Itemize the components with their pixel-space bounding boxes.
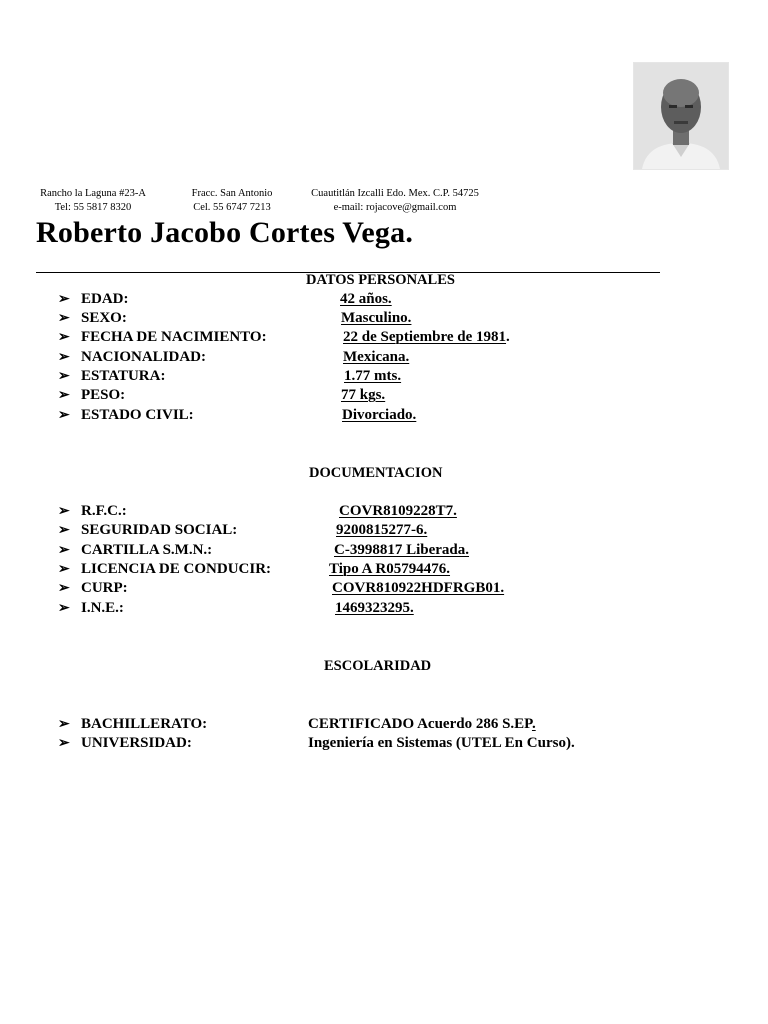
field-label: BACHILLERATO: <box>81 716 208 732</box>
field-value: 9200815277-6. <box>336 522 428 538</box>
field-label: CARTILLA S.M.N.: <box>81 542 213 558</box>
arrow-bullet-icon: ➢ <box>58 736 70 751</box>
arrow-bullet-icon: ➢ <box>58 581 70 596</box>
field-label: PESO: <box>81 387 126 403</box>
telephone: Tel: 55 5817 8320 <box>54 202 132 213</box>
field-label: R.F.C.: <box>81 503 127 519</box>
field-value: Tipo A R05794476. <box>329 561 451 577</box>
field-label: I.N.E.: <box>81 600 124 616</box>
field-label: FECHA DE NACIMIENTO: <box>81 329 267 345</box>
arrow-bullet-icon: ➢ <box>58 330 70 345</box>
field-label: SEGURIDAD SOCIAL: <box>81 522 238 538</box>
field-label: SEXO: <box>81 310 127 326</box>
field-value: 22 de Septiembre de 1981 <box>343 329 507 345</box>
field-value: Masculino. <box>341 310 412 326</box>
section-title-documents: DOCUMENTACION <box>309 465 443 481</box>
field-value: 1.77 mts. <box>344 368 402 384</box>
arrow-bullet-icon: ➢ <box>58 601 70 616</box>
field-value-suffix: . <box>506 329 510 345</box>
arrow-bullet-icon: ➢ <box>58 717 70 732</box>
address-col-3 <box>300 187 490 215</box>
field-value-group <box>343 328 510 347</box>
neighborhood: Fracc. San Antonio <box>191 188 273 199</box>
address-col-1 <box>34 187 152 215</box>
field-value: C-3998817 Liberada. <box>334 542 469 558</box>
field-value: CERTIFICADO Acuerdo 286 S.EP <box>308 716 532 732</box>
arrow-bullet-icon: ➢ <box>58 311 70 326</box>
arrow-bullet-icon: ➢ <box>58 408 70 423</box>
field-value-suffix: . <box>531 716 536 732</box>
field-label: UNIVERSIDAD: <box>81 735 192 751</box>
field-label: EDAD: <box>81 291 129 307</box>
field-value: 1469323295. <box>335 600 414 616</box>
profile-photo <box>633 62 729 170</box>
arrow-bullet-icon: ➢ <box>58 350 70 365</box>
arrow-bullet-icon: ➢ <box>58 562 70 577</box>
email: e-mail: rojacove@gmail.com <box>333 202 457 213</box>
field-value: 42 años. <box>340 291 392 307</box>
arrow-bullet-icon: ➢ <box>58 523 70 538</box>
portrait-image <box>634 63 728 169</box>
city-postal-code: Cuautitlán Izcalli Edo. Mex. C.P. 54725 <box>311 188 479 199</box>
field-value: Mexicana. <box>343 349 410 365</box>
field-value: COVR8109228T7. <box>339 503 457 519</box>
address-col-2 <box>176 187 288 215</box>
field-value: Divorciado. <box>342 407 417 423</box>
full-name: Roberto Jacobo Cortes Vega. <box>36 216 414 249</box>
arrow-bullet-icon: ➢ <box>58 504 70 519</box>
field-label: CURP: <box>81 580 128 596</box>
section-title-education: ESCOLARIDAD <box>324 658 432 674</box>
arrow-bullet-icon: ➢ <box>58 388 70 403</box>
field-value-group <box>308 715 536 734</box>
section-title-personal: DATOS PERSONALES <box>306 272 455 288</box>
arrow-bullet-icon: ➢ <box>58 369 70 384</box>
street-address: Rancho la Laguna #23-A <box>40 188 146 199</box>
arrow-bullet-icon: ➢ <box>58 292 70 307</box>
arrow-bullet-icon: ➢ <box>58 543 70 558</box>
field-label: ESTADO CIVIL: <box>81 407 194 423</box>
field-value: Ingeniería en Sistemas (UTEL En Curso). <box>308 735 575 751</box>
field-label: NACIONALIDAD: <box>81 349 207 365</box>
field-value: COVR810922HDFRGB01. <box>332 580 505 596</box>
field-value: 77 kgs. <box>341 387 386 403</box>
field-label: ESTATURA: <box>81 368 166 384</box>
field-label: LICENCIA DE CONDUCIR: <box>81 561 272 577</box>
cellphone: Cel. 55 6747 7213 <box>193 202 271 213</box>
